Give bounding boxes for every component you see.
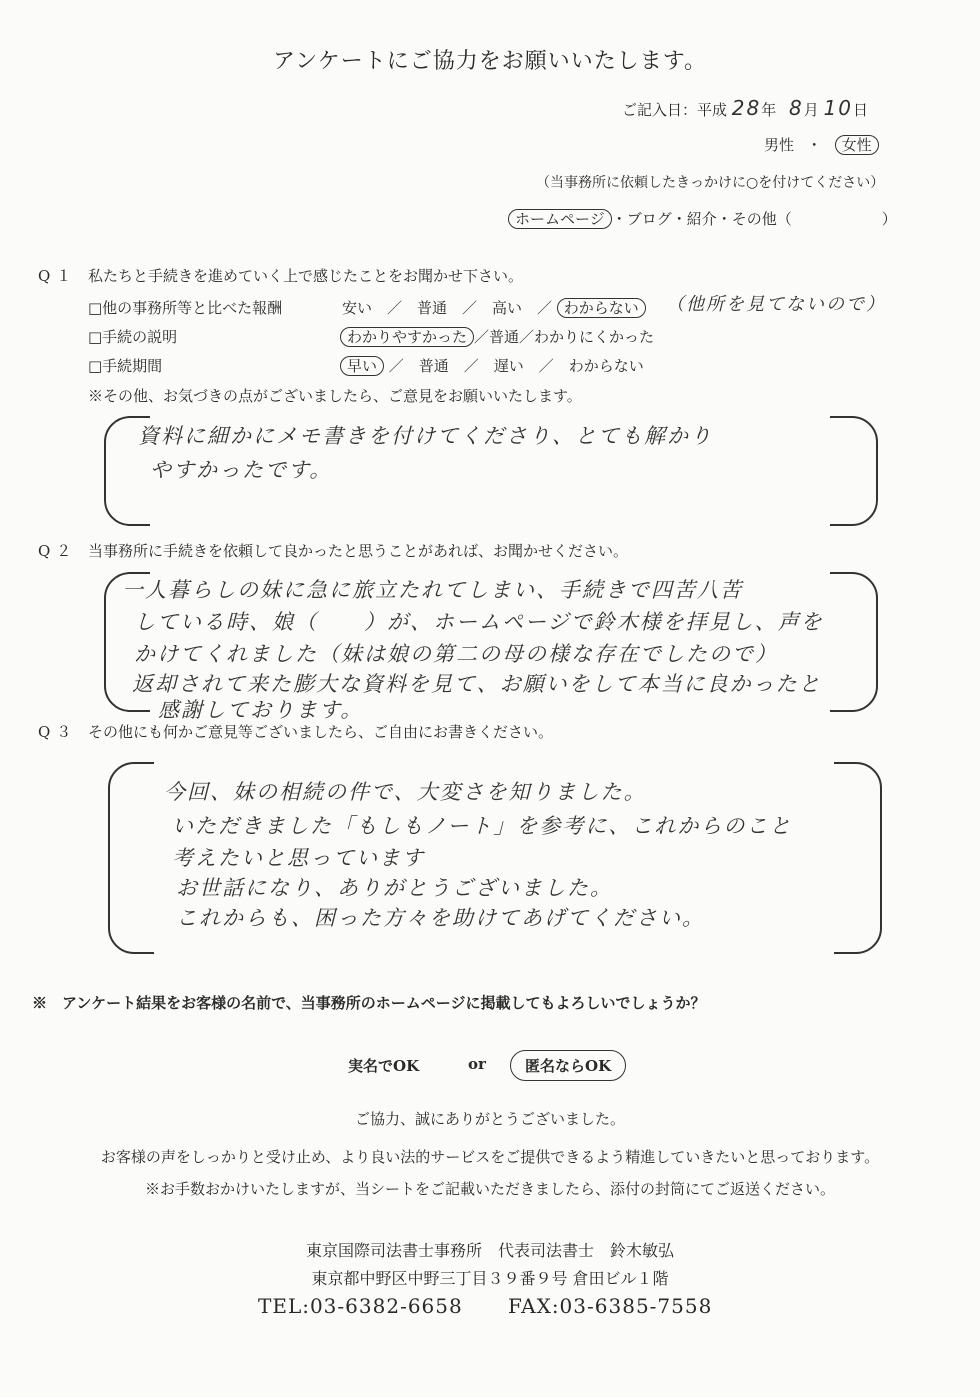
q2-answer-line: かけてくれました（妹は娘の第二の母の様な存在でしたので）	[134, 642, 778, 666]
q1-explanation-choices[interactable]: ／普通／わかりにくかった	[474, 328, 655, 346]
closing-thanks: ご協力、誠にありがとうございました。	[354, 1110, 625, 1128]
date-label: ご記入日：平成	[622, 101, 728, 119]
trigger-other-options[interactable]: ・ブログ・紹介・その他（ ）	[611, 210, 897, 228]
trigger-prompt: （当事務所に依頼したきっかけに○を付けてください）	[536, 175, 885, 191]
date-year[interactable]: 28	[731, 96, 762, 120]
q1-period-options	[340, 355, 644, 376]
q1-fee-choices[interactable]: 安い ／ 普通 ／ 高い ／	[342, 299, 553, 317]
q3-answer-line: いただきました「もしもノート」を参考に、これからのこと	[172, 814, 793, 838]
q2-number: Q２	[38, 542, 78, 560]
gender-male[interactable]: 男性	[764, 136, 795, 154]
date-year-unit: 年	[761, 101, 777, 119]
date-row	[622, 96, 868, 120]
publish-real-name-option[interactable]: 実名でOK	[348, 1057, 420, 1075]
office-tel: TEL:03-6382-6658	[258, 1294, 463, 1318]
q3-answer-line: これからも、困った方々を助けてあげてください。	[176, 906, 705, 930]
q2-answer-line: 感謝しております。	[158, 698, 364, 722]
q1-answer-line: 資料に細かにメモ書きを付けてくださり、とても解かり	[138, 424, 713, 448]
q1-period-label: □手続期間	[88, 357, 163, 375]
office-name: 東京国際司法書士事務所 代表司法書士 鈴木敏弘	[305, 1241, 674, 1260]
closing-message: お客様の声をしっかりと受け止め、より良い法的サービスをご提供できるよう精進していきたいと思っております。	[100, 1148, 880, 1166]
q1-period-selected[interactable]: 早い	[340, 356, 384, 376]
q3-answer-line: 考えたいと思っています	[172, 846, 425, 870]
publish-anonymous-option-circled[interactable]: 匿名ならOK	[510, 1050, 626, 1081]
q2-question: 当事務所に手続きを依頼して良かったと思うことがあれば、お聞かせください。	[88, 542, 629, 560]
q1-other-prompt: ※その他、お気づきの点がございましたら、ご意見をお願いいたします。	[88, 387, 582, 405]
q3-answer-line: 今回、妹の相続の件で、大変さを知りました。	[164, 780, 647, 804]
office-fax: FAX:03-6385-7558	[508, 1294, 713, 1318]
date-month[interactable]: 8	[789, 96, 804, 120]
q3-answer-line: お世話になり、ありがとうございました。	[176, 876, 613, 900]
q1-fee-note: （他所を見てないので）	[666, 294, 886, 315]
office-address: 東京都中野区中野三丁目３９番９号 倉田ビル１階	[311, 1269, 669, 1288]
q1-explanation-label: □手続の説明	[88, 328, 178, 346]
q1-fee-selected[interactable]: わからない	[557, 298, 646, 318]
q2-answer-line: している時、娘（ ）が、ホームページで鈴木様を拝見し、声を	[134, 610, 824, 634]
q2-answer-line: 一人暮らしの妹に急に旅立たれてしまい、手続きで四苦八苦	[122, 578, 743, 602]
date-month-unit: 月	[803, 101, 819, 119]
publish-question: ※ アンケート結果をお客様の名前で、当事務所のホームページに掲載してもよろしいでしょうか？	[32, 994, 706, 1012]
q3-question: その他にも何かご意見等ございましたら、ご自由にお書きください。	[88, 723, 554, 741]
q1-question: 私たちと手続きを進めていく上で感じたことをお聞かせ下さい。	[88, 267, 524, 285]
trigger-options	[508, 208, 897, 229]
q1-fee-options	[342, 297, 646, 318]
q2-answer-line: 返却されて来た膨大な資料を見て、お願いをして本当に良かったと	[132, 672, 822, 696]
gender-separator: ・	[806, 136, 822, 154]
gender-female-circled[interactable]: 女性	[835, 135, 879, 155]
trigger-homepage-circled[interactable]: ホームページ	[508, 209, 612, 229]
closing-return-note: ※お手数おかけいたしますが、当シートをご記載いただきましたら、添付の封筒にてご返送ください。	[144, 1180, 835, 1198]
q3-number: Q３	[38, 723, 78, 741]
date-day[interactable]: 10	[823, 96, 854, 120]
gender-row	[764, 134, 879, 155]
q1-fee-label: □他の事務所等と比べた報酬	[88, 299, 283, 317]
q1-number: Q１	[38, 267, 78, 285]
q1-period-choices[interactable]: ／ 普通 ／ 遅い ／ わからない	[388, 357, 644, 375]
q1-answer-line: やすかったです。	[150, 458, 333, 482]
q1-explanation-options	[340, 326, 654, 347]
page-title: アンケートにご協力をお願いいたします。	[273, 49, 707, 74]
publish-or: or	[468, 1055, 486, 1073]
q1-explanation-selected[interactable]: わかりやすかった	[340, 327, 474, 347]
date-day-unit: 日	[853, 101, 869, 119]
